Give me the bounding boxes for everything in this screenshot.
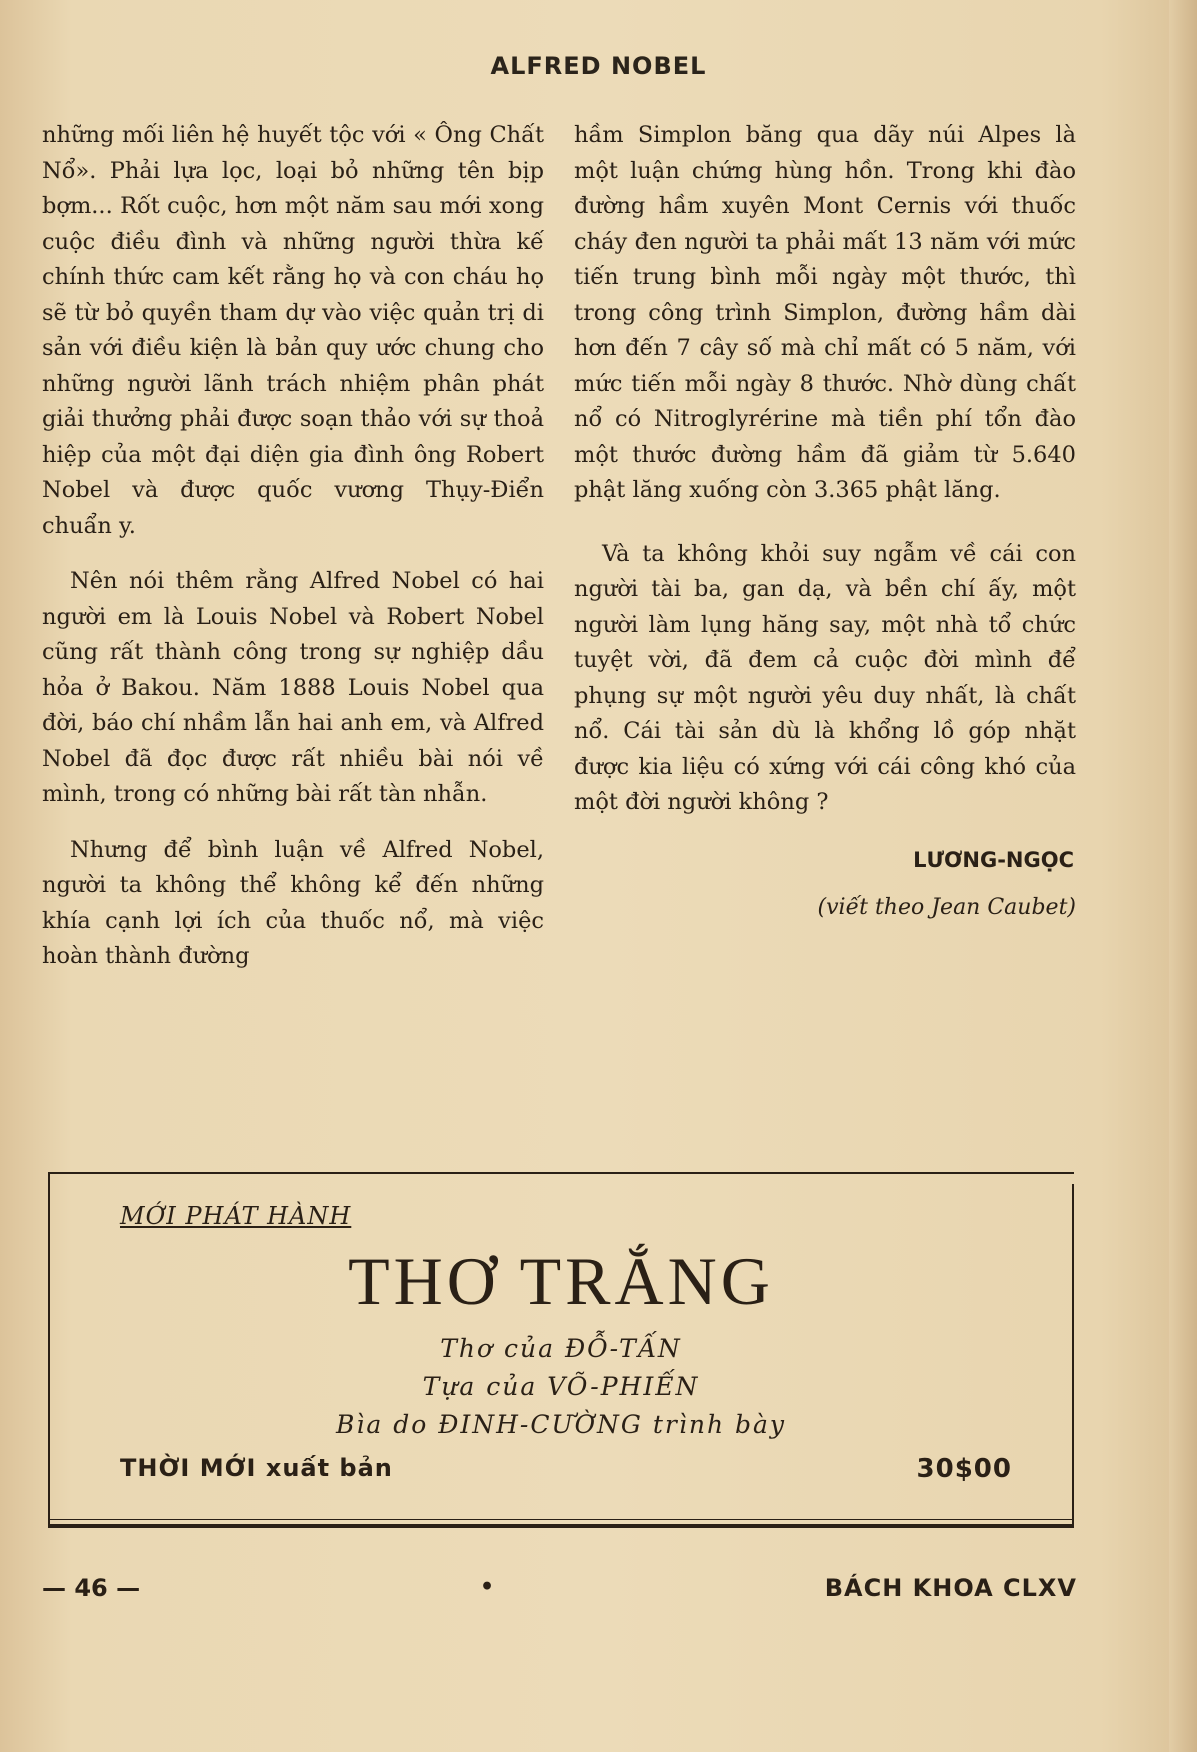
ad-border-top: [48, 1172, 1074, 1174]
page-edge: [1169, 0, 1197, 1752]
ad-label: MỚI PHÁT HÀNH: [120, 1202, 352, 1230]
source-credit: (viết theo Jean Caubet): [817, 895, 1076, 920]
ad-cover-line: Bìa do ĐINH-CƯỜNG trình bày: [335, 1410, 787, 1439]
right-paragraph-1: hầm Simplon băng qua dãy núi Alpes là một luận chứng hùng hồn. Trong khi đào đường hầm xuyên Mont Cernis với thuốc cháy đen người ta phải mất 13 năm với mức tiến trung bình mỗi ngày một thước, thì trong công trình Simplon, đường hầm dài hơn đến 7 cây số mà chỉ mất có 5 năm, với mức tiến mỗi ngày 8 thước. Nhờ dùng chất nổ có Nitroglyrérine mà tiền phí tổn đào một thước đường hầm đã giảm từ 5.640 phật lăng xuống còn 3.365 phật lăng.: [574, 122, 1076, 503]
ad-price: 30$00: [916, 1454, 1012, 1484]
ad-preface-line: Tựa của VÕ-PHIẾN: [422, 1372, 700, 1401]
right-paragraph-2: Và ta không khỏi suy ngẫm về cái con người tài ba, gan dạ, và bền chí ấy, một người làm lụng hăng say, một nhà tổ chức tuyệt vời, đã đem cả cuộc đời mình để phụng sự một người yêu duy nhất, là chất nổ. Cái tài sản dù là khổng lồ góp nhặt được kia liệu có xứng với cái công khó của một đời người không ?: [574, 540, 1076, 815]
page-number: — 46 —: [42, 1574, 141, 1602]
ad-publisher: THỜI MỚI xuất bản: [120, 1454, 393, 1482]
author-signature: LƯƠNG-NGỌC: [913, 847, 1074, 872]
left-paragraph-1: những mối liên hệ huyết tộc với « Ông Chất Nổ». Phải lựa lọc, loại bỏ những tên bịp bợm... Rốt cuộc, hơn một năm sau mới xong cuộc điều đình và những người thừa kế chính thức cam kết rằng họ và con cháu họ sẽ từ bỏ quyền tham dự vào việc quản trị di sản với điều kiện là bản quy ước chung cho những người lãnh trách nhiệm phân phát giải thưởng phải được soạn thảo với sự thoả hiệp của một đại diện gia đình ông Robert Nobel và được quốc vương Thụy-Điển chuẩn y.: [42, 122, 544, 539]
ad-author-line: Thơ của ĐỖ-TẤN: [440, 1334, 682, 1363]
ad-border-bottom-thin: [48, 1519, 1074, 1520]
right-column: [574, 118, 1076, 926]
left-paragraph-2: Nên nói thêm rằng Alfred Nobel có hai người em là Louis Nobel và Robert Nobel cũng rất thành công trong sự nghiệp dầu hỏa ở Bakou. Năm 1888 Louis Nobel qua đời, báo chí nhầm lẫn hai anh em, và Alfred Nobel đã đọc được rất nhiều bài nói về mình, trong có những bài rất tàn nhẫn.: [42, 568, 544, 807]
magazine-issue: BÁCH KHOA CLXV: [824, 1574, 1077, 1602]
book-advertisement: [48, 1172, 1074, 1528]
ad-border-bottom: [48, 1524, 1074, 1528]
ad-book-title: THƠ TRẮNG: [348, 1243, 774, 1319]
left-column: [42, 118, 544, 975]
footer-dot: •: [480, 1574, 495, 1600]
left-paragraph-3: Nhưng để bình luận về Alfred Nobel, người ta không thể không kể đến những khía cạnh lợi ích của thuốc nổ, mà việc hoàn thành đường: [42, 836, 544, 969]
running-head: ALFRED NOBEL: [490, 52, 707, 80]
